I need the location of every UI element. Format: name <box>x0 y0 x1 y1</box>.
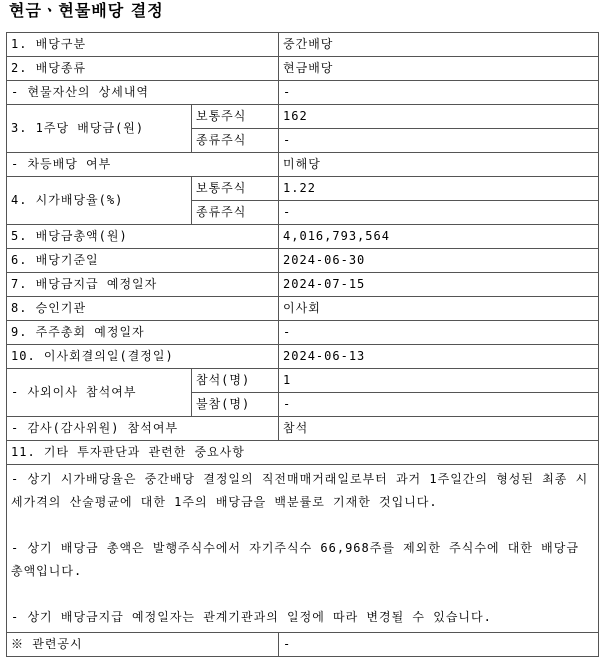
row-value: - <box>279 201 599 225</box>
row-value: 1 <box>279 369 599 393</box>
row-value: 현금배당 <box>279 57 599 81</box>
sub-label-absent: 불참(명) <box>192 393 279 417</box>
row-value: 162 <box>279 105 599 129</box>
note-spacer <box>11 514 594 537</box>
table-row-dividend-type <box>7 33 599 57</box>
note-paragraph: - 상기 배당금 총액은 발행주식수에서 자기주식수 66,968주를 제외한 주식수에 대한 배당금 총액입니다. <box>11 541 579 578</box>
row-value: 참석 <box>279 417 599 441</box>
table-row-dps-common <box>7 105 599 129</box>
table-row-other-matters-header <box>7 441 599 465</box>
row-value: - <box>279 633 599 657</box>
row-label: - 사외이사 참석여부 <box>7 369 192 417</box>
row-value: 미해당 <box>279 153 599 177</box>
row-label: 1. 배당구분 <box>7 33 279 57</box>
row-label: 8. 승인기관 <box>7 297 279 321</box>
row-label: 7. 배당금지급 예정일자 <box>7 273 279 297</box>
table-row-dividend-kind <box>7 57 599 81</box>
sub-label-attend: 참석(명) <box>192 369 279 393</box>
row-label: 2. 배당종류 <box>7 57 279 81</box>
row-value: 2024-06-13 <box>279 345 599 369</box>
row-label: 6. 배당기준일 <box>7 249 279 273</box>
note-spacer <box>11 583 594 606</box>
row-value: 2024-07-15 <box>279 273 599 297</box>
table-row-other-matters-notes <box>7 465 599 633</box>
row-label: 11. 기타 투자판단과 관련한 중요사항 <box>7 441 599 465</box>
row-label: - 감사(감사위원) 참석여부 <box>7 417 279 441</box>
row-label: 5. 배당금총액(원) <box>7 225 279 249</box>
sub-label-common: 보통주식 <box>192 105 279 129</box>
page-title: 현금ㆍ현물배당 결정 <box>9 1 164 20</box>
table-row-payment-date <box>7 273 599 297</box>
row-value: - <box>279 393 599 417</box>
row-label: 10. 이사회결의일(결정일) <box>7 345 279 369</box>
table-row-auditor-attend <box>7 417 599 441</box>
table-row-agm-date <box>7 321 599 345</box>
row-value: - <box>279 321 599 345</box>
table-row-related-disclosure <box>7 633 599 657</box>
table-row-in-kind-detail <box>7 81 599 105</box>
note-paragraph: - 상기 배당금지급 예정일자는 관계기관과의 일정에 따라 변경될 수 있습니다. <box>11 610 492 624</box>
table-row-record-date <box>7 249 599 273</box>
table-row-outside-directors-attend <box>7 369 599 393</box>
table-row-board-date <box>7 345 599 369</box>
table-row-approval-body <box>7 297 599 321</box>
row-value: 2024-06-30 <box>279 249 599 273</box>
row-value: 중간배당 <box>279 33 599 57</box>
row-label: - 차등배당 여부 <box>7 153 279 177</box>
row-value: - <box>279 81 599 105</box>
row-label: 3. 1주당 배당금(원) <box>7 105 192 153</box>
table-row-differential <box>7 153 599 177</box>
sub-label-common: 보통주식 <box>192 177 279 201</box>
note-paragraph: - 상기 시가배당율은 중간배당 결정일의 직전매매거래일로부터 과거 1주일간의 형성된 최종 시세가격의 산술평균에 대한 1주의 배당금을 백분률로 기재한 것입니다. <box>11 472 589 509</box>
row-label: 9. 주주총회 예정일자 <box>7 321 279 345</box>
dividend-decision-table <box>6 32 599 657</box>
sub-label-pref: 종류주식 <box>192 201 279 225</box>
row-label: ※ 관련공시 <box>7 633 279 657</box>
row-label: - 현물자산의 상세내역 <box>7 81 279 105</box>
row-value: 이사회 <box>279 297 599 321</box>
notes-cell <box>7 465 599 633</box>
row-label: 4. 시가배당율(%) <box>7 177 192 225</box>
sub-label-pref: 종류주식 <box>192 129 279 153</box>
row-value: 4,016,793,564 <box>279 225 599 249</box>
table-row-yield-common <box>7 177 599 201</box>
table-row-total-amount <box>7 225 599 249</box>
row-value: 1.22 <box>279 177 599 201</box>
row-value: - <box>279 129 599 153</box>
